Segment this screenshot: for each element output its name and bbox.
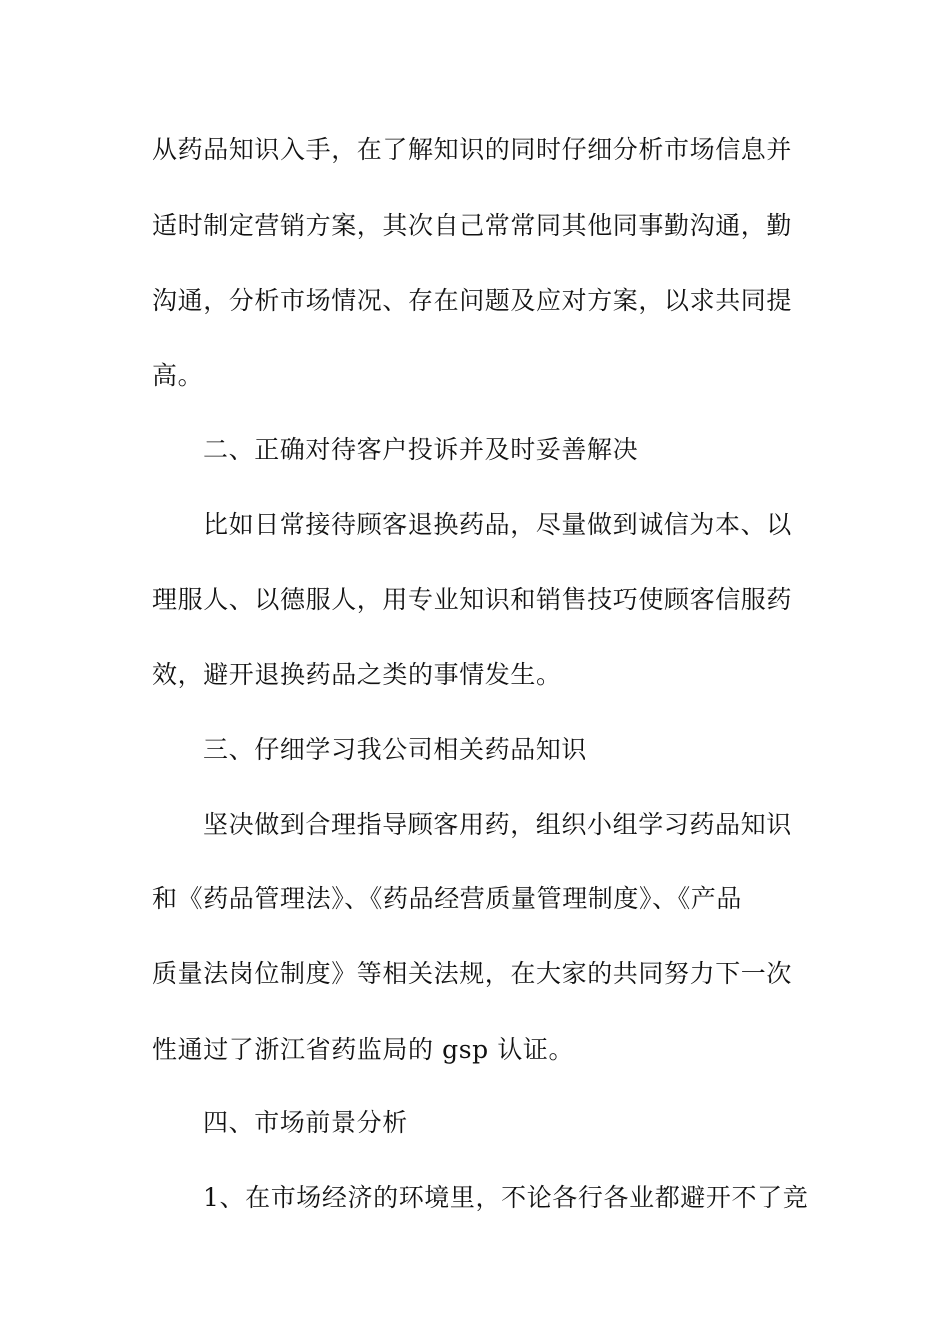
paragraph-line: 效，避开退换药品之类的事情发生。 — [152, 660, 562, 689]
paragraph-line: 坚决做到合理指导顾客用药，组织小组学习药品知识 — [203, 810, 792, 839]
paragraph-line: 高。 — [152, 361, 204, 390]
paragraph-line: 性通过了浙江省药监局的 gsp 认证。 — [152, 1035, 575, 1064]
paragraph-line: 比如日常接待顾客退换药品，尽量做到诚信为本、以 — [203, 510, 792, 539]
paragraph-line: 理服人、以德服人，用专业知识和销售技巧使顾客信服药 — [152, 585, 793, 614]
paragraph-line: 适时制定营销方案，其次自己常常同其他同事勤沟通，勤 — [152, 211, 793, 240]
section-heading: 三、仔细学习我公司相关药品知识 — [203, 735, 588, 764]
paragraph-line: 从药品知识入手，在了解知识的同时仔细分析市场信息并 — [152, 135, 793, 164]
section-heading: 四、市场前景分析 — [203, 1108, 408, 1137]
paragraph-line: 质量法岗位制度》等相关法规，在大家的共同努力下一次 — [152, 959, 793, 988]
section-heading: 二、正确对待客户投诉并及时妥善解决 — [203, 435, 639, 464]
paragraph-line: 1、在市场经济的环境里，不论各行各业都避开不了竞 — [203, 1183, 809, 1212]
paragraph-line: 沟通，分析市场情况、存在问题及应对方案，以求共同提 — [152, 286, 793, 315]
paragraph-line: 和《药品管理法》、《药品经营质量管理制度》、《产品 — [152, 884, 743, 913]
